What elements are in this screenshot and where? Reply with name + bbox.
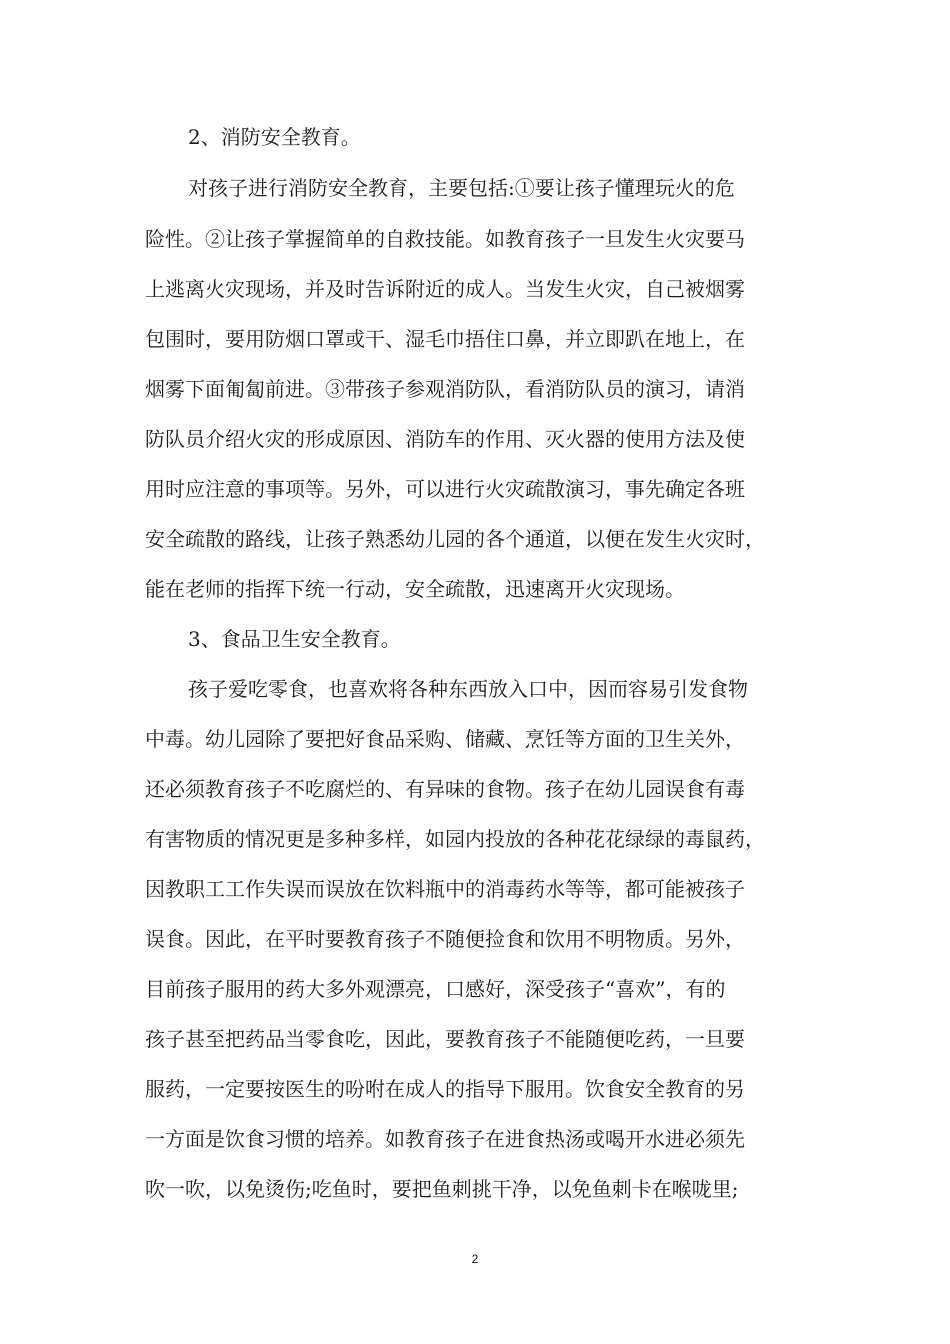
paragraph-line: 服药，一定要按医生的吩咐在成人的指导下服用。饮食安全教育的另: [145, 1077, 745, 1101]
paragraph-line: 吹一吹，以免烫伤;吃鱼时，要把鱼刺挑干净，以免鱼刺卡在喉咙里;: [145, 1177, 739, 1201]
paragraph-line: 孩子甚至把药品当零食吃，因此，要教育孩子不能随便吃药，一旦要: [145, 1027, 745, 1051]
paragraph-line: 目前孩子服用的药大多外观漂亮，口感好，深受孩子“喜欢”，有的: [145, 977, 726, 1001]
paragraph-line: 还必须教育孩子不吃腐烂的、有异味的食物。孩子在幼儿园误食有毒: [145, 777, 745, 801]
paragraph-line: 中毒。幼儿园除了要把好食品采购、储藏、烹饪等方面的卫生关外，: [145, 727, 745, 751]
paragraph-line: 用时应注意的事项等。另外，可以进行火灾疏散演习，事先确定各班: [145, 477, 745, 501]
paragraph-line: 安全疏散的路线，让孩子熟悉幼儿园的各个通道，以便在发生火灾时，: [145, 527, 765, 551]
paragraph-line: 险性。②让孩子掌握简单的自救技能。如教育孩子一旦发生火灾要马: [145, 227, 745, 251]
paragraph-line: 防队员介绍火灾的形成原因、消防车的作用、灭火器的使用方法及使: [145, 427, 745, 451]
paragraph-line: 能在老师的指挥下统一行动，安全疏散，迅速离开火灾现场。: [145, 577, 685, 601]
paragraph-line: 烟雾下面匍匐前进。③带孩子参观消防队，看消防队员的演习，请消: [145, 377, 745, 401]
paragraph-line: 孩子爱吃零食，也喜欢将各种东西放入口中，因而容易引发食物: [188, 677, 748, 701]
page-number: 2: [471, 1252, 479, 1266]
paragraph-line: 对孩子进行消防安全教育，主要包括:①要让孩子懂理玩火的危: [188, 176, 735, 200]
paragraph-line: 上逃离火灾现场，并及时告诉附近的成人。当发生火灾，自己被烟雾: [145, 277, 745, 301]
heading-fire-safety: 2、消防安全教育。: [188, 125, 361, 149]
paragraph-line: 误食。因此，在平时要教育孩子不随便捡食和饮用不明物质。另外，: [145, 927, 745, 951]
heading-food-safety: 3、食品卫生安全教育。: [188, 627, 401, 651]
paragraph-line: 一方面是饮食习惯的培养。如教育孩子在进食热汤或喝开水进必须先: [145, 1127, 745, 1151]
paragraph-line: 有害物质的情况更是多种多样，如园内投放的各种花花绿绿的毒鼠药，: [145, 827, 765, 851]
paragraph-line: 包围时，要用防烟口罩或干、湿毛巾捂住口鼻，并立即趴在地上，在: [145, 327, 745, 351]
paragraph-line: 因教职工工作失误而误放在饮料瓶中的消毒药水等等，都可能被孩子: [145, 877, 745, 901]
